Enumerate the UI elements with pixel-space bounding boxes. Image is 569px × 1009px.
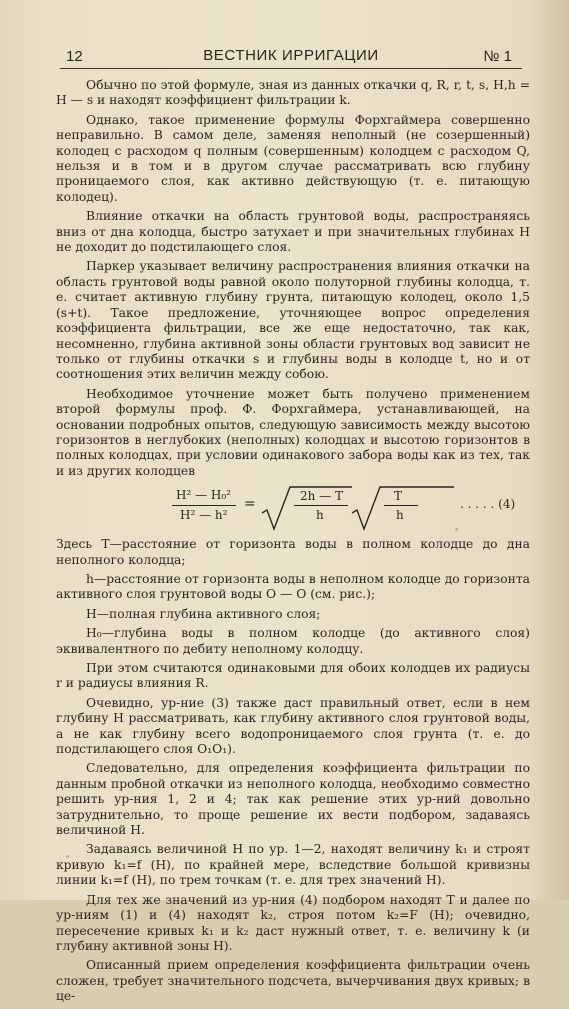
radical1-denominator: h bbox=[316, 508, 324, 523]
paragraph: Необходимое уточнение может быть получено применением второй формулы проф. Ф. Форхгаймера, устанавливающей, на основании подробных опытов, следующую зависимость между высотою горизонтов в неглубоких (неполных) колодцах и высотою горизонтов в полных колодцах, при условии одинакового забора воды как из тех, так и из других колодцев bbox=[56, 386, 530, 478]
paragraph: Обычно по этой формуле, зная из данных откачки q, R, r, t, s, H,h = H — s и находят коэффициент фильтрации k. bbox=[56, 78, 530, 108]
formula-equals: = bbox=[244, 496, 256, 513]
radical-signs bbox=[260, 485, 456, 531]
paragraph: Однако, такое применение формулы Форхгаймера совершенно неправильно. В самом деле, заменяя неполный (не созершенный) колодец с расходом q полным (совершенным) колодцем с расходом Q, нельзя и в том и в другом случае рассматривать всю глубину проницаемого слоя, как активно действующую (т. е. питающую колодец). bbox=[56, 112, 530, 204]
paper-speck bbox=[455, 528, 458, 531]
formula-number: . . . . . (4) bbox=[460, 497, 516, 512]
radical1-numerator: 2h — T bbox=[300, 489, 343, 504]
paper-speck bbox=[66, 855, 69, 858]
paragraph: Влияние откачки на область грунтовой воды, распространяясь вниз от дна колодца, быстро затухает и при значительных глубинах H не доходит до подстилающего слоя. bbox=[56, 209, 530, 255]
formula-lhs-numerator: H² — H₀² bbox=[176, 488, 231, 503]
radical2-numerator: T bbox=[394, 489, 403, 504]
paragraph: При этом считаются одинаковыми для обоих колодцев их радиусы r и радиусы влияния R. bbox=[56, 661, 530, 691]
definition: h—расстояние от горизонта воды в неполном колодце до горизонта активного слоя грунтовой воды O — O (см. рис.); bbox=[56, 571, 530, 602]
running-header bbox=[60, 46, 522, 69]
radical2-fraction-bar bbox=[384, 505, 418, 506]
radical1-fraction-bar bbox=[294, 505, 348, 506]
paragraph: Для тех же значений из ур-ния (4) подбором находят T и далее по ур-ниям (1) и (4) находят k₂, строя потом k₂=F (H); очевидно, пересечение кривых k₁ и k₂ даст нужный ответ, т. е. величину k (и глубину активной зоны H). bbox=[56, 892, 530, 953]
formula-lhs-denominator: H² — h² bbox=[180, 508, 228, 523]
paragraph: Следовательно, для определения коэффициента фильтрации по данным пробной откачки из неполного колодца, необходимо совместно решить ур-ния 1, 2 и 4; так как решение этих ур-ний довольно затруднительно, то проще решение их вести подбором, задаваясь величиной H. bbox=[56, 761, 530, 838]
paragraph: Паркер указывает величину распространения влияния откачки на область грунтовой воды равной около полуторной глубины колодца, т. е. считает активную глубину грунта, питающую колодец, около 1,5 (s+t). Такое предложение, уточняющее вопрос определения коэффициента фильтрации, все же еще недостаточно, так как, несомненно, глубина активной зоны области грунтовых вод зависит не только от глубины откачки s и глубины воды в колодце t, но и от соотношения этих величин между собою. bbox=[56, 259, 530, 382]
article-body bbox=[56, 78, 530, 1009]
page-number: 12 bbox=[66, 48, 83, 65]
formula-lhs-fraction-bar bbox=[172, 505, 236, 506]
paragraph: Описанный прием определения коэффициента фильтрации очень сложен, требует значительного подсчета, вычерчивания двух кривых; в це- bbox=[56, 958, 530, 1004]
radical2-denominator: h bbox=[396, 508, 404, 523]
paragraph: Задаваясь величиной H по ур. 1—2, находят величину k₁ и строят кривую k₁=f (H), по крайней мере, вследствие большой кривизны линии k₁=f (H), по трем точкам (т. е. для трех значений H). bbox=[56, 842, 530, 888]
journal-title: ВЕСТНИК ИРРИГАЦИИ bbox=[203, 47, 379, 64]
issue-number: № 1 bbox=[483, 48, 512, 65]
definition: H₀—глубина воды в полном колодце (до активного слоя) эквивалентного по дебиту неполному колодцу. bbox=[56, 626, 530, 656]
definition: H—полная глубина активного слоя; bbox=[86, 606, 321, 621]
formula-4 bbox=[56, 483, 530, 533]
definition: Здесь T—расстояние от горизонта воды в полном колодце до дна неполного колодца; bbox=[56, 537, 530, 567]
paragraph: Очевидно, ур-ние (3) также даст правильный ответ, если в нем глубину H рассматривать, как глубину активного слоя грунтовой воды, а не как глубину всего водопроницаемого слоя грунта (т. е. до подстилающего слоя O₁O₁). bbox=[56, 695, 530, 757]
